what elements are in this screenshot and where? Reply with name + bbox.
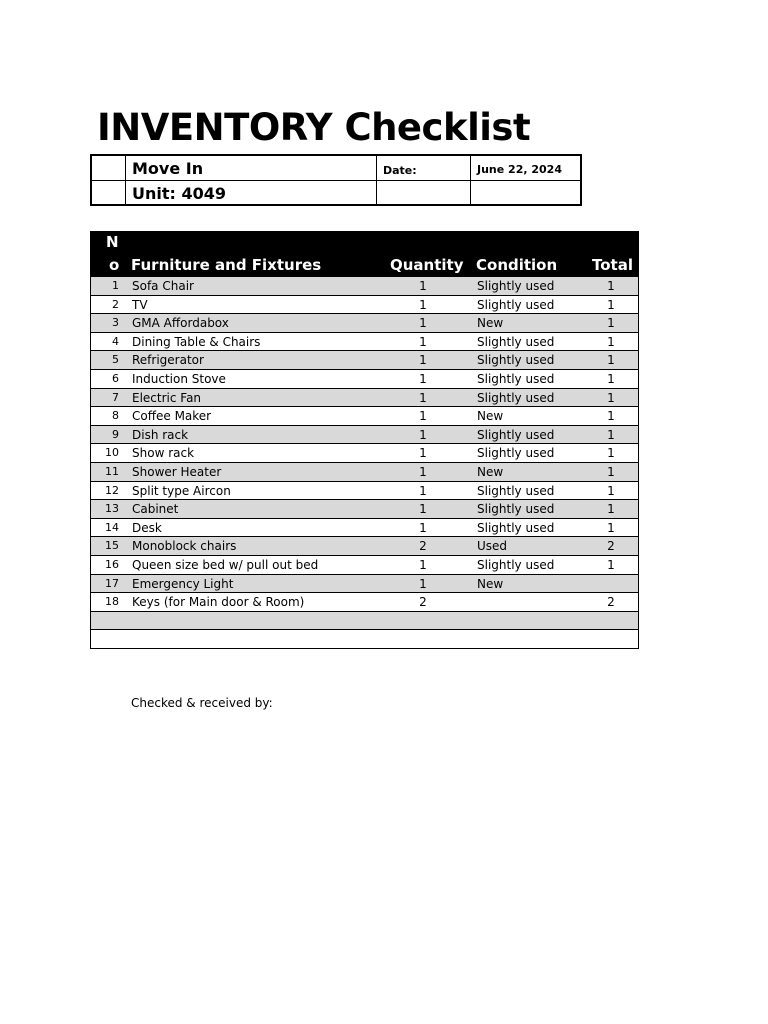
- row-number: 14: [105, 520, 119, 534]
- item-quantity: 1: [419, 371, 427, 386]
- table-row: [91, 463, 638, 482]
- item-quantity: 1: [419, 316, 427, 331]
- item-total: 1: [607, 557, 615, 572]
- row-number: 8: [112, 409, 119, 423]
- item-condition: Slightly used: [477, 353, 555, 368]
- row-number: 6: [112, 371, 119, 385]
- item-condition: New: [477, 316, 504, 331]
- item-condition: Slightly used: [477, 557, 555, 572]
- row-number: 15: [105, 539, 119, 553]
- row-number: 1: [112, 279, 119, 292]
- item-quantity: 1: [419, 334, 427, 349]
- table-row: [91, 500, 638, 519]
- row-number: 9: [112, 427, 119, 441]
- table-row: [91, 519, 638, 538]
- table-row: [91, 277, 638, 296]
- item-quantity: 1: [419, 502, 427, 517]
- table-row: [91, 444, 638, 463]
- item-quantity: 1: [419, 390, 427, 405]
- header-no-line2: o: [109, 256, 120, 274]
- item-quantity: 1: [419, 353, 427, 368]
- item-quantity: 1: [419, 576, 427, 591]
- item-name: Sofa Chair: [132, 279, 194, 293]
- item-quantity: 1: [419, 279, 427, 293]
- date-label: Date:: [383, 163, 417, 177]
- row-number: 7: [112, 390, 119, 404]
- item-name: Show rack: [132, 446, 195, 461]
- header-no-line1: N: [106, 233, 119, 251]
- info-table: [90, 154, 582, 206]
- item-name: Induction Stove: [132, 371, 226, 386]
- item-quantity: 1: [419, 464, 427, 479]
- item-total: 1: [607, 371, 615, 386]
- table-row: [91, 389, 638, 408]
- item-quantity: 1: [419, 427, 427, 442]
- item-total: 1: [607, 446, 615, 461]
- item-total: 1: [607, 316, 615, 331]
- row-number: 3: [112, 316, 119, 330]
- table-row: [91, 426, 638, 445]
- item-name: Coffee Maker: [132, 409, 212, 424]
- item-condition: New: [477, 576, 504, 591]
- table-row: [91, 537, 638, 556]
- header-item: Furniture and Fixtures: [131, 256, 322, 274]
- table-row: [91, 593, 638, 612]
- date-value: June 22, 2024: [477, 162, 562, 176]
- row-number: 10: [105, 446, 119, 460]
- item-name: Monoblock chairs: [132, 539, 237, 554]
- item-total: 2: [607, 539, 615, 554]
- item-total: 2: [607, 595, 615, 610]
- table-row: [91, 482, 638, 501]
- item-name: GMA Affordabox: [132, 316, 229, 331]
- row-number: 12: [105, 483, 119, 497]
- item-quantity: 1: [419, 297, 427, 312]
- item-total: 1: [607, 390, 615, 405]
- row-number: 5: [112, 353, 119, 367]
- item-name: Keys (for Main door & Room): [132, 595, 305, 610]
- page-title: INVENTORY Checklist: [97, 106, 531, 149]
- item-condition: Slightly used: [477, 279, 555, 293]
- checked-received-label: Checked & received by:: [131, 696, 273, 710]
- item-quantity: 1: [419, 446, 427, 461]
- move-type-label: Move In: [132, 158, 204, 178]
- item-name: Queen size bed w/ pull out bed: [132, 557, 319, 572]
- row-number: 4: [112, 334, 119, 348]
- item-name: Cabinet: [132, 502, 179, 517]
- item-total: 1: [607, 279, 615, 293]
- item-condition: Used: [477, 539, 508, 554]
- item-condition: Slightly used: [477, 427, 555, 442]
- item-total: 1: [607, 502, 615, 517]
- table-body: [90, 277, 639, 649]
- table-row: [91, 351, 638, 370]
- item-condition: Slightly used: [477, 520, 555, 535]
- row-number: 17: [105, 576, 119, 590]
- item-name: Dining Table & Chairs: [132, 334, 261, 349]
- item-name: Emergency Light: [132, 576, 234, 591]
- table-row: [91, 407, 638, 426]
- table-row: [91, 575, 638, 594]
- item-condition: Slightly used: [477, 502, 555, 517]
- item-name: Split type Aircon: [132, 483, 231, 498]
- row-number: 18: [105, 595, 119, 609]
- row-number: 2: [112, 297, 119, 311]
- table-row: [91, 333, 638, 352]
- row-number: 13: [105, 502, 119, 516]
- item-name: Electric Fan: [132, 390, 202, 405]
- item-quantity: 1: [419, 483, 427, 498]
- item-total: 1: [607, 464, 615, 479]
- item-total: 1: [607, 483, 615, 498]
- item-name: Dish rack: [132, 427, 189, 442]
- table-header: [90, 231, 639, 277]
- table-row: [91, 314, 638, 333]
- item-total: 1: [607, 520, 615, 535]
- item-quantity: 1: [419, 409, 427, 424]
- row-number: 16: [105, 557, 119, 571]
- item-condition: Slightly used: [477, 334, 555, 349]
- item-total: 1: [607, 427, 615, 442]
- header-condition: Condition: [476, 256, 558, 274]
- table-row: [91, 630, 638, 649]
- item-quantity: 1: [419, 557, 427, 572]
- inventory-table: [90, 231, 639, 649]
- item-name: Desk: [132, 520, 162, 535]
- item-condition: New: [477, 409, 504, 424]
- row-number: 11: [105, 464, 119, 478]
- item-condition: Slightly used: [477, 390, 555, 405]
- item-condition: Slightly used: [477, 446, 555, 461]
- item-name: Shower Heater: [132, 464, 222, 479]
- table-row: [91, 296, 638, 315]
- item-condition: New: [477, 464, 504, 479]
- item-name: TV: [132, 297, 148, 312]
- unit-label: Unit: 4049: [132, 183, 227, 203]
- item-quantity: 1: [419, 520, 427, 535]
- item-total: 1: [607, 409, 615, 424]
- item-total: 1: [607, 334, 615, 349]
- item-quantity: 2: [419, 539, 427, 554]
- item-condition: Slightly used: [477, 371, 555, 386]
- item-name: Refrigerator: [132, 353, 204, 368]
- item-condition: Slightly used: [477, 297, 555, 312]
- item-condition: Slightly used: [477, 483, 555, 498]
- header-quantity: Quantity: [390, 256, 464, 274]
- item-total: 1: [607, 297, 615, 312]
- item-quantity: 2: [419, 595, 427, 610]
- item-total: 1: [607, 353, 615, 368]
- table-row: [91, 556, 638, 575]
- table-row: [91, 370, 638, 389]
- table-row: [91, 612, 638, 631]
- header-total: Total: [592, 256, 633, 274]
